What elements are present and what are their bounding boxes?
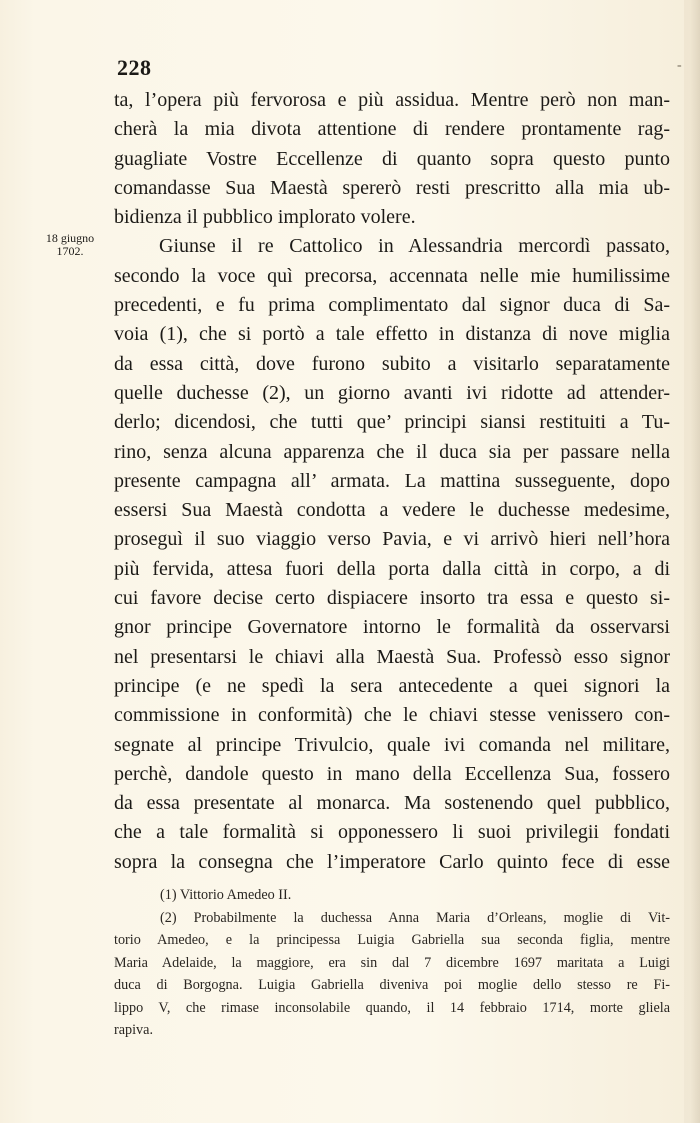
- corner-mark: -: [677, 58, 682, 73]
- footnotes: [114, 884, 670, 1042]
- text-line: ta, l’opera più fervorosa e più assidua. Mentre però non man-: [114, 89, 670, 111]
- footnote-2: (2) Probabilmente la duchessa Anna Maria d’Orleans, moglie di Vit-: [160, 909, 670, 926]
- text-line: secondo la voce quì precorsa, accennata nelle mie humilissime: [114, 264, 670, 287]
- text-line: principe (e ne spedì la sera antecedente a quei signori la: [114, 674, 670, 697]
- text-line: perchè, dandole questo in mano della Eccellenza Sua, fossero: [114, 762, 670, 785]
- text-line: presente campagna all’ armata. La mattina susseguente, dopo: [114, 469, 670, 492]
- text-line: guagliate Vostre Eccellenze di quanto sopra questo punto: [114, 147, 670, 170]
- text-line: più fervida, attesa fuori della porta dalla città in corpo, a di: [114, 557, 670, 580]
- text-line: commissione in conformità) che le chiavi stesse venissero con-: [114, 704, 670, 727]
- footnote-1: (1) Vittorio Amedeo II.: [160, 887, 292, 903]
- text-line: nel presentarsi le chiavi alla Maestà Sua. Professò esso signor: [114, 645, 670, 668]
- margin-date-note: [35, 232, 105, 258]
- text-line: da essa presentate al monarca. Ma sostenendo quel pubblico,: [114, 792, 670, 815]
- page-edge-shadow: [690, 0, 700, 1123]
- footnote-line: Maria Adelaide, la maggiore, era sin dal 7 dicembre 1697 maritata a Luigi: [114, 954, 670, 971]
- text-line: comandasse Sua Maestà spererò resti prescritto alla mia ub-: [114, 176, 670, 199]
- text-line: cui favore decise certo dispiacere insorto tra essa e questo si-: [114, 587, 670, 610]
- text-line: quelle duchesse (2), un giorno avanti ivi ridotte ad attender-: [114, 381, 670, 404]
- text-line: proseguì il suo viaggio verso Pavia, e vi arrivò hieri nell’hora: [114, 528, 670, 551]
- text-line: che a tale formalità si opponessero li suoi privilegii fondati: [114, 821, 670, 844]
- main-text: [114, 86, 670, 877]
- margin-date-day: 18 giugno: [45, 231, 95, 245]
- text-line: sopra la consegna che l’imperatore Carlo quinto fece di esse: [114, 850, 670, 873]
- text-line: essersi Sua Maestà condotta a vedere le duchesse medesime,: [114, 499, 670, 522]
- footnote-line: rapiva.: [114, 1022, 153, 1038]
- page-number: 228: [117, 55, 152, 80]
- text-line: segnate al principe Trivulcio, quale ivi comanda nel militare,: [114, 733, 670, 756]
- footnote-line: torio Amedeo, e la principessa Luigia Gabriella sua seconda figlia, mentre: [114, 932, 670, 948]
- footnote-line: duca di Borgogna. Luigia Gabriella diveniva poi moglie dello stesso re Fi-: [114, 977, 670, 993]
- text-line: bidienza il pubblico implorato volere.: [114, 206, 416, 229]
- text-line: da essa città, dove furono subito a visitarlo separatamente: [114, 352, 670, 375]
- footnote-line: lippo V, che rimase inconsolabile quando, il 14 febbraio 1714, morte gliela: [114, 999, 670, 1016]
- text-line: cherà la mia divota attentione di rendere prontamente rag-: [114, 118, 670, 141]
- text-line: rino, senza alcuna apparenza che il duca sia per passare nella: [114, 440, 670, 463]
- text-line: derlo; dicendosi, che tutti que’ principi siansi restituiti a Tu-: [114, 411, 670, 434]
- text-line: gnor principe Governatore intorno le formalità da osservarsi: [114, 616, 670, 639]
- text-line: voia (1), che si portò a tale effetto in distanza di nove miglia: [114, 323, 670, 346]
- margin-date-year: 1702.: [56, 244, 84, 258]
- paragraph-start-line: Giunse il re Cattolico in Alessandria mercordì passato,: [159, 235, 670, 258]
- text-line: precedenti, e fu prima complimentato dal signor duca di Sa-: [114, 294, 670, 317]
